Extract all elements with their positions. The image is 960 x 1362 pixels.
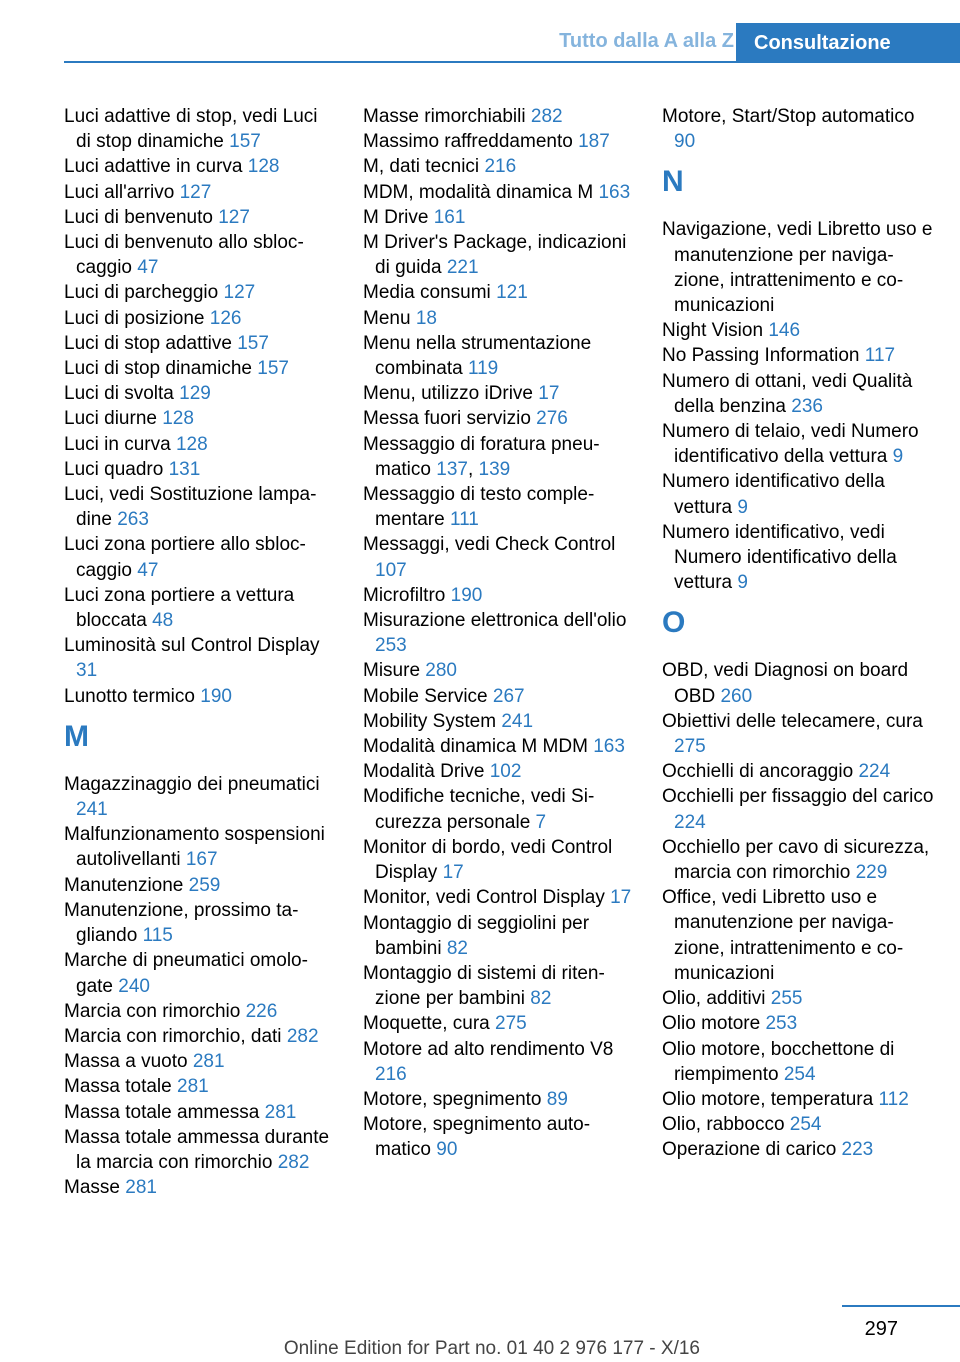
index-entry — [64, 406, 336, 431]
page-reference-link[interactable]: 157 — [257, 358, 289, 380]
index-entry — [64, 280, 336, 305]
index-entry-term: Olio, rabbocco — [662, 1114, 785, 1136]
section-title: Tutto dalla A alla Z — [559, 30, 734, 52]
index-entry-term: Misurazione elettronica dell'olio — [363, 610, 627, 632]
index-entry — [64, 1175, 336, 1200]
index-entry-term: Malfunzionamento sospensioni autolivellanti — [64, 824, 325, 871]
index-entry-term: Luci all'arrivo — [64, 181, 175, 203]
index-entry-term: Numero identificativo, vedi Numero identificativo della vettura — [662, 521, 897, 594]
page-reference-link[interactable]: 126 — [209, 307, 242, 329]
index-entry-term: MDM, modalità dinamica M — [363, 181, 594, 203]
page-reference-link[interactable]: 163 — [598, 181, 631, 203]
index-entry-term: Occhiello per cavo di sicurezza, marcia con rimorchio — [662, 836, 930, 884]
index-entry — [662, 986, 934, 1011]
index-entry — [662, 784, 934, 834]
index-entry-term: Olio motore, temperatura — [662, 1088, 874, 1110]
index-entry — [363, 784, 635, 834]
index-entry-term: Luci diurne — [64, 408, 157, 430]
index-entry-term: Luci di benvenuto allo sbloccaggio — [64, 232, 304, 279]
index-entry-term: Luci quadro — [64, 458, 164, 480]
index-entry-term: Obiettivi delle telecamere, cura — [662, 710, 923, 732]
index-letter-heading: M — [64, 719, 89, 753]
page-reference-link[interactable]: 190 — [450, 584, 483, 606]
index-entry-term: Lunotto termico — [64, 685, 195, 707]
index-entry — [363, 684, 635, 709]
index-entry-term: Navigazione, vedi Libretto uso e manutenzione per navigazione, intrattenimento e comunicazioni — [662, 219, 933, 317]
index-entry — [363, 759, 635, 784]
page-reference-link[interactable]: 280 — [425, 660, 457, 682]
index-entry-term: Modalità dinamica M MDM — [363, 736, 588, 758]
page-reference-link[interactable]: 229 — [855, 862, 888, 884]
page-reference-link[interactable]: 127 — [179, 181, 212, 203]
page-reference-link[interactable]: 117 — [864, 345, 896, 367]
index-entry — [662, 835, 934, 885]
index-entry — [363, 835, 635, 885]
page-reference-link[interactable]: 281 — [264, 1101, 297, 1123]
index-entry-term: M Driver's Package, indicazioni di guida — [363, 232, 627, 279]
page-reference-link[interactable]: 224 — [858, 761, 891, 783]
index-entry-term: Occhielli di ancoraggio — [662, 761, 854, 783]
index-entry-term: Monitor, vedi Control Display — [363, 887, 605, 909]
page-reference-link[interactable]: 263 — [117, 509, 149, 531]
index-letter-heading: O — [662, 606, 686, 640]
page-reference-link[interactable]: 259 — [188, 874, 221, 896]
index-entry-term: Manutenzione — [64, 874, 184, 896]
page-reference-link[interactable]: 161 — [433, 206, 466, 228]
page-reference-link[interactable]: 226 — [245, 1000, 278, 1022]
index-entry — [662, 759, 934, 784]
page-reference-link[interactable]: 187 — [578, 131, 610, 153]
page-reference-link[interactable]: 18 — [415, 307, 437, 329]
page-reference-link[interactable]: 128 — [162, 408, 194, 430]
index-entry — [363, 1087, 635, 1112]
page-reference-link[interactable]: 129 — [179, 383, 211, 405]
index-entry: Messaggio di foratura pneumatico 137, 139 — [363, 433, 600, 480]
index-entry-term: Masse — [64, 1177, 120, 1199]
index-entry-term: Olio motore — [662, 1013, 761, 1035]
page-reference-link[interactable]: 89 — [546, 1088, 568, 1110]
index-entry — [64, 180, 336, 205]
index-entry-term: Office, vedi Libretto uso e manutenzione per navigazione, intrattenimento e comunicazioni — [662, 887, 904, 984]
page-reference-link[interactable]: 157 — [229, 131, 261, 153]
page-reference-link[interactable]: 128 — [247, 156, 280, 178]
index-entry — [662, 217, 934, 318]
index-entry-term: Luci in curva — [64, 433, 171, 455]
index-entry — [64, 104, 336, 154]
index-entry — [64, 154, 336, 179]
page-reference-link[interactable]: 102 — [489, 761, 522, 783]
index-entry-term: Moquette, cura — [363, 1013, 490, 1035]
index-entry-term: Monitor di bordo, vedi Control Display — [363, 836, 613, 884]
index-entry — [363, 734, 635, 759]
index-entry — [64, 948, 336, 998]
index-entry-term: Luci adattive in curva — [64, 156, 243, 178]
index-entry-term: Menu — [363, 307, 411, 329]
index-entry — [363, 885, 635, 910]
index-entry-term: Night Vision — [662, 320, 764, 342]
index-entry-term: Numero di ottani, vedi Qualità della benzina — [662, 370, 913, 417]
index-entry — [662, 1037, 934, 1087]
index-entry — [64, 230, 336, 280]
page-reference-link[interactable]: 221 — [446, 257, 479, 279]
header-rule — [64, 61, 960, 63]
index-entry — [662, 104, 934, 154]
index-entry-term: Messaggio di foratura pneumatico — [363, 433, 600, 480]
page-reference-link[interactable]: 9 — [892, 446, 904, 468]
index-entry — [662, 343, 934, 368]
index-entry — [363, 205, 635, 230]
index-entry-term: Masse rimorchiabili — [363, 106, 526, 127]
index-entry — [662, 1011, 934, 1036]
index-entry-term: Menu, utilizzo iDrive — [363, 383, 533, 405]
page-reference-link[interactable]: 282 — [277, 1151, 310, 1173]
index-entry-term: Massa totale ammessa — [64, 1101, 260, 1123]
index-entry-term: OBD, vedi Diagnosi on board OBD — [662, 660, 909, 707]
index-entry-term: No Passing Information — [662, 345, 860, 367]
page-reference-link[interactable]: 163 — [593, 736, 625, 758]
index-letter-heading: N — [662, 165, 684, 199]
page-reference-link[interactable]: 137 — [436, 458, 468, 480]
index-entry — [363, 180, 635, 205]
index-entry-term: Olio, additivi — [662, 988, 766, 1010]
index-entry-term: Motore, Start/Stop automatico — [662, 106, 915, 127]
index-entry — [64, 999, 336, 1024]
index-entry-term: M Drive — [363, 206, 429, 228]
footer-rule — [842, 1305, 960, 1307]
index-entry — [363, 1037, 635, 1087]
index-entry — [363, 1112, 635, 1162]
page-reference-link[interactable]: 48 — [152, 610, 174, 632]
page-reference-link[interactable]: 240 — [118, 975, 150, 997]
index-entry — [363, 406, 635, 431]
page-reference-link[interactable]: 127 — [223, 282, 256, 304]
index-entry — [64, 331, 336, 356]
index-entry-term: Numero identificativo della vettura — [662, 471, 885, 518]
index-entry-term: Massa totale — [64, 1076, 172, 1098]
page-reference-link[interactable]: 281 — [192, 1051, 225, 1073]
index-entry-term: Marche di pneumatici omologate — [64, 950, 308, 997]
index-entry — [363, 154, 635, 179]
index-entry-term: Luci zona portiere allo sbloccaggio — [64, 534, 306, 581]
page-reference-link[interactable]: 128 — [175, 433, 208, 455]
page-reference-link[interactable]: 139 — [478, 458, 511, 480]
index-entry — [64, 432, 336, 457]
index-entry — [363, 280, 635, 305]
index-entry — [363, 104, 635, 129]
page-reference-link[interactable]: 17 — [538, 383, 560, 405]
index-entry — [64, 1100, 336, 1125]
index-entry-term: Motore, spegnimento automatico — [363, 1114, 591, 1161]
index-entry — [363, 709, 635, 734]
index-entry — [363, 961, 635, 1011]
index-entry — [363, 482, 635, 532]
index-entry — [363, 306, 635, 331]
index-entry — [64, 1049, 336, 1074]
index-entry-term: Misure — [363, 660, 421, 682]
page-reference-link[interactable]: 236 — [791, 395, 823, 417]
page-reference-link[interactable]: 111 — [449, 509, 479, 531]
index-entry-term: Marcia con rimorchio — [64, 1000, 241, 1022]
page-number: 297 — [864, 1318, 898, 1340]
index-entry — [363, 658, 635, 683]
index-entry — [363, 1011, 635, 1036]
index-entry — [64, 532, 336, 582]
index-entry — [64, 457, 336, 482]
index-entry-term: Menu nella strumentazione combinata — [363, 332, 592, 380]
index-entry-term: Occhielli per fissaggio del carico — [662, 786, 934, 808]
index-column-3 — [662, 104, 934, 1163]
page-reference-link[interactable]: 254 — [783, 1063, 816, 1085]
page-reference-link[interactable]: 127 — [218, 206, 250, 228]
index-entry-term: Mobility System — [363, 710, 497, 732]
page-reference-link[interactable]: 131 — [168, 458, 201, 480]
index-entry — [662, 1087, 934, 1112]
index-entry — [363, 583, 635, 608]
page-reference-link[interactable]: 121 — [496, 282, 528, 304]
index-entry — [64, 381, 336, 406]
index-entry-term: Numero di telaio, vedi Numero identificativo della vettura — [662, 421, 919, 468]
index-entry-term: M, dati tecnici — [363, 156, 480, 178]
index-entry — [363, 532, 635, 582]
index-entry-term: Luci di svolta — [64, 383, 174, 405]
index-entry-term: Operazione di carico — [662, 1139, 837, 1161]
index-entry-term: Luci zona portiere a vettura bloccata — [64, 584, 295, 632]
index-column-1 — [64, 104, 336, 1200]
page-reference-link[interactable]: 119 — [467, 358, 499, 380]
page-reference-link[interactable]: 216 — [484, 156, 517, 178]
page-reference-link[interactable]: 90 — [436, 1139, 458, 1161]
index-entry-term: Montaggio di seggiolini per bambini — [363, 912, 590, 959]
index-entry-term: Luci di parcheggio — [64, 282, 219, 304]
index-entry — [363, 129, 635, 154]
index-entry-term: Olio motore, bocchettone di riempimento — [662, 1038, 895, 1085]
page-reference-link[interactable]: 275 — [495, 1013, 527, 1035]
index-entry-term: Magazzinaggio dei pneumatici — [64, 773, 320, 795]
index-entry-term: Luci di stop adattive — [64, 332, 232, 354]
index-entry-term: Luci di benvenuto — [64, 206, 213, 228]
page-reference-link[interactable]: 282 — [286, 1025, 319, 1047]
page-reference-link[interactable]: 253 — [765, 1013, 798, 1035]
chapter-tab: Consultazione — [736, 23, 960, 63]
page-reference-link[interactable]: 47 — [137, 257, 159, 279]
page-reference-link[interactable]: 267 — [492, 685, 525, 707]
index-entry-term: Motore ad alto rendimento V8 — [363, 1038, 614, 1060]
index-entry — [64, 306, 336, 331]
page-reference-link[interactable]: 31 — [76, 660, 98, 682]
page-reference-link[interactable]: 82 — [530, 988, 552, 1010]
index-entry — [662, 520, 934, 596]
page-header — [0, 0, 960, 62]
page-reference-link[interactable]: 254 — [789, 1114, 822, 1136]
page-reference-link[interactable]: 157 — [237, 332, 269, 354]
page-reference-link[interactable]: 260 — [720, 685, 753, 707]
page-reference-link[interactable]: 17 — [442, 862, 464, 884]
index-entry — [64, 898, 336, 948]
index-entry-term: Mobile Service — [363, 685, 488, 707]
page-reference-link[interactable]: 82 — [446, 937, 468, 959]
index-entry-term: Microfiltro — [363, 584, 446, 606]
index-entry — [64, 772, 336, 822]
page-reference-link[interactable]: 253 — [375, 635, 407, 657]
index-entry-term: Luci, vedi Sostituzione lampadine — [64, 484, 317, 531]
index-entry — [363, 911, 635, 961]
index-entry-term: Luci di posizione — [64, 307, 205, 329]
index-entry — [64, 583, 336, 633]
index-entry-term: Motore, spegnimento — [363, 1088, 542, 1110]
page-reference-link[interactable]: 7 — [535, 811, 547, 833]
index-entry — [662, 469, 934, 519]
index-entry — [662, 369, 934, 419]
page-reference-link[interactable]: 224 — [674, 811, 706, 833]
page-reference-link[interactable]: 17 — [610, 887, 632, 909]
page-reference-link[interactable]: 216 — [375, 1063, 407, 1085]
index-entry — [662, 1112, 934, 1137]
page-reference-link[interactable]: 276 — [536, 408, 568, 430]
page-reference-link[interactable]: 107 — [375, 559, 407, 581]
edition-note: Online Edition for Part no. 01 40 2 976 177 - X/16 — [283, 1338, 700, 1359]
index-entry-term: Messaggi, vedi Check Control — [363, 534, 616, 556]
index-entry — [64, 684, 336, 709]
index-entry — [64, 822, 336, 872]
index-entry — [662, 1137, 934, 1162]
page-reference-link[interactable]: 190 — [200, 685, 232, 707]
index-entry — [662, 318, 934, 343]
index-entry — [662, 885, 934, 986]
page-reference-link[interactable]: 9 — [737, 496, 748, 518]
page-reference-link[interactable]: 281 — [177, 1076, 209, 1098]
page-reference-link[interactable]: 115 — [142, 925, 173, 947]
index-entry — [64, 356, 336, 381]
index-entry — [363, 608, 635, 658]
index-entry — [363, 230, 635, 280]
page-reference-link[interactable]: 112 — [878, 1088, 909, 1110]
page-reference-link[interactable]: 223 — [841, 1139, 874, 1161]
page-reference-link[interactable]: 167 — [185, 849, 218, 871]
index-entry-term: Luci adattive di stop, vedi Luci di stop dinamiche — [64, 106, 318, 153]
page-reference-link[interactable]: 9 — [737, 572, 748, 594]
page-reference-link[interactable]: 282 — [530, 106, 563, 127]
index-entry — [64, 482, 336, 532]
index-entry-term: Massimo raffreddamento — [363, 131, 573, 153]
index-entry-term: Montaggio di sistemi di ritenzione per bambini — [363, 962, 605, 1010]
index-entry — [363, 331, 635, 381]
page-reference-link[interactable]: 255 — [770, 988, 803, 1010]
index-entry-term: Messaggio di testo complementare — [363, 484, 595, 531]
index-entry — [662, 658, 934, 708]
index-entry — [363, 381, 635, 406]
page-reference-link[interactable]: 146 — [768, 320, 801, 342]
page-reference-link[interactable]: 241 — [501, 710, 534, 732]
index-entry — [64, 205, 336, 230]
index-entry — [64, 1024, 336, 1049]
index-entry-term: Massa totale ammessa durante la marcia con rimorchio — [64, 1126, 330, 1173]
index-entry — [662, 419, 934, 469]
index-entry — [64, 873, 336, 898]
index-entry-term: Marcia con rimorchio, dati — [64, 1025, 282, 1047]
index-entry-term: Massa a vuoto — [64, 1051, 188, 1073]
page-reference-link[interactable]: 90 — [674, 131, 696, 153]
page-reference-link[interactable]: 281 — [125, 1177, 157, 1199]
index-entry-term: Modalità Drive — [363, 761, 485, 783]
index-entry — [662, 709, 934, 759]
index-column-2 — [363, 104, 635, 1163]
index-entry-term: Luci di stop dinamiche — [64, 358, 252, 380]
index-entry-term: Messa fuori servizio — [363, 408, 531, 430]
index-entry-term: Manutenzione, prossimo tagliando — [64, 899, 299, 947]
index-entry — [64, 633, 336, 683]
index-entry-term: Media consumi — [363, 282, 491, 304]
index-entry — [64, 1125, 336, 1175]
page-reference-link[interactable]: 241 — [76, 799, 108, 821]
index-entry — [64, 1074, 336, 1099]
index-entry-term: Luminosità sul Control Display — [64, 635, 320, 657]
page-reference-link[interactable]: 47 — [137, 559, 159, 581]
index-entry-term: Modifiche tecniche, vedi Sicurezza personale — [363, 786, 595, 833]
page-reference-link[interactable]: 275 — [674, 736, 706, 758]
